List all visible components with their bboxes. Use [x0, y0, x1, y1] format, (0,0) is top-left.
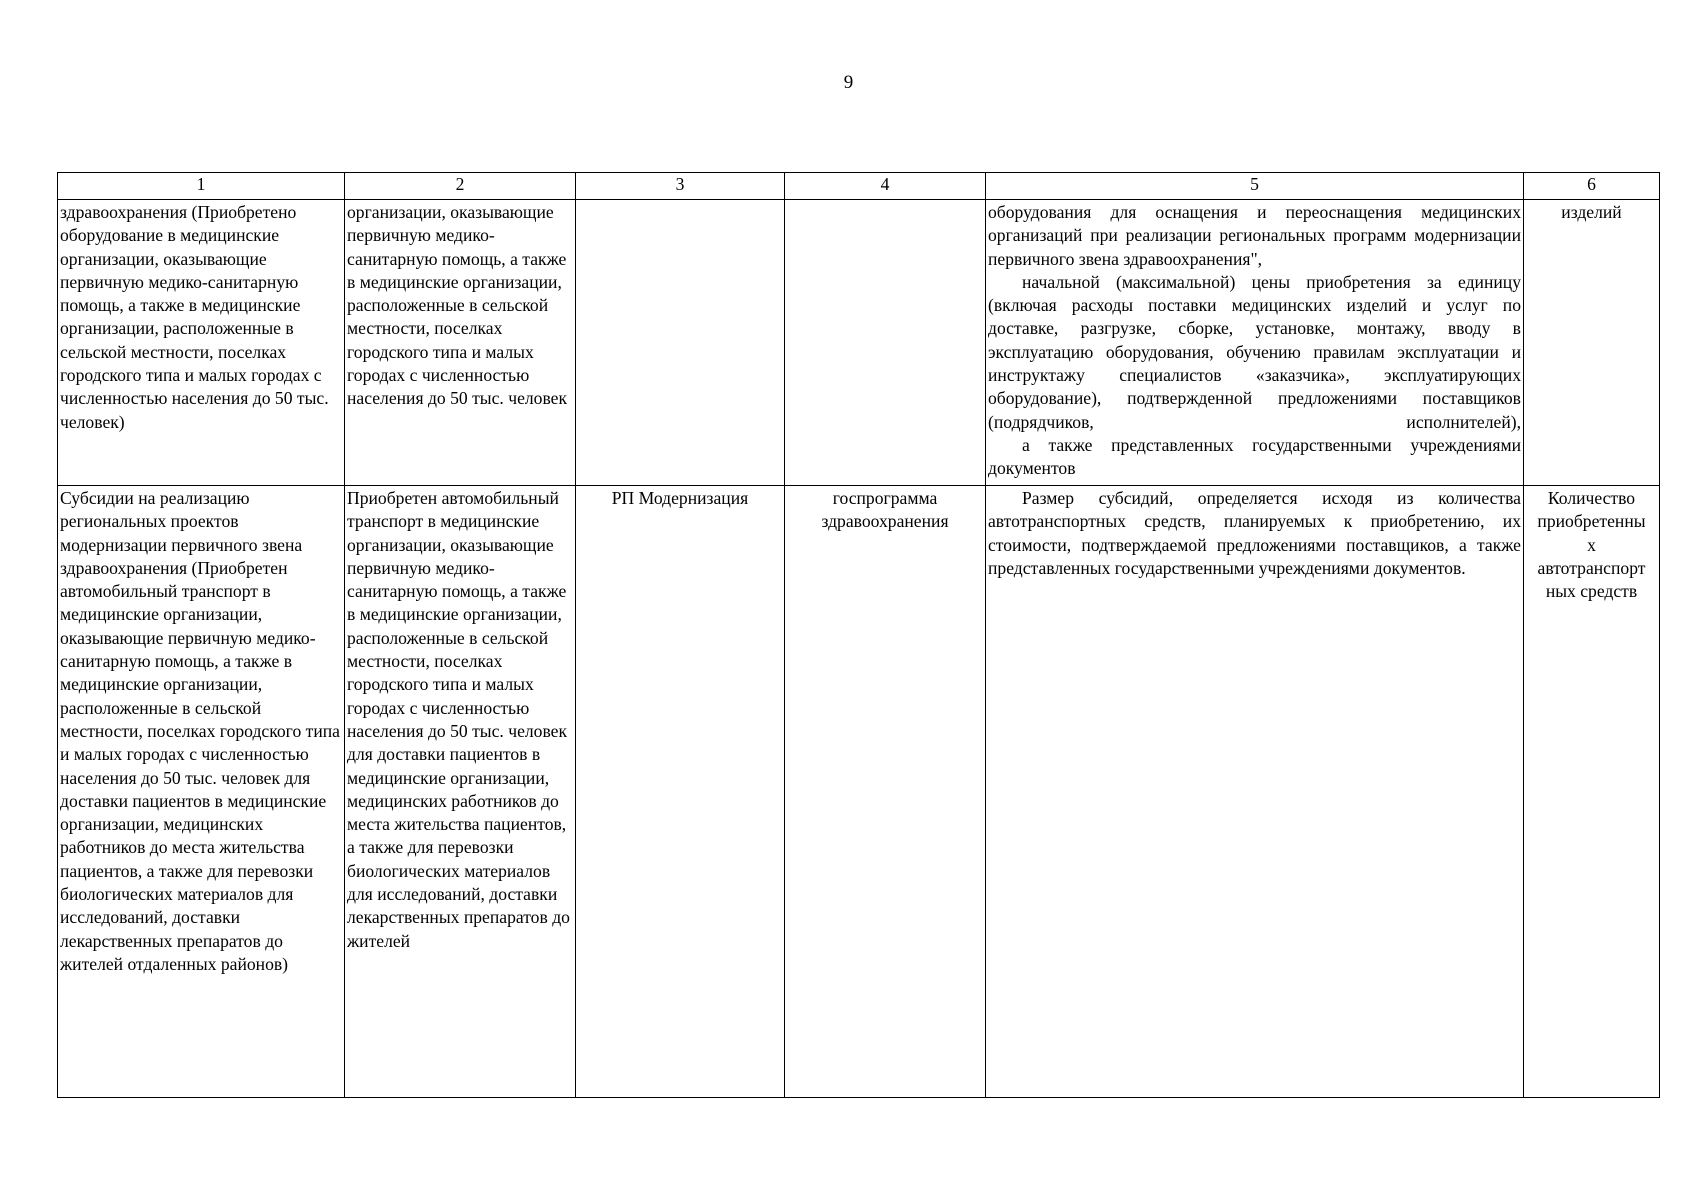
header-cell-6: 6 — [1524, 173, 1660, 200]
row2-col6-line-4: автотранспорт — [1537, 557, 1646, 578]
row1-col3-cell — [576, 200, 785, 486]
row1-col6-cell: изделий — [1524, 200, 1660, 486]
row1-col5-paragraph-1: оборудования для оснащения и переоснащения медицинских организаций при реализации региональных программ модернизации первичного звена здравоохранения", — [988, 202, 1521, 269]
row2-col6-cell — [1524, 486, 1660, 1098]
header-cell-2: 2 — [345, 173, 576, 200]
data-table — [57, 172, 1660, 1098]
table-row — [58, 200, 1660, 486]
table-row — [58, 486, 1660, 1098]
row2-col5-paragraph: Размер субсидий, определяется исходя из количества автотранспортных средств, планируемых к приобретению, их стоимости, подтверждаемой предложениями поставщиков, а также представленных государственными учреждениями документов. — [988, 488, 1521, 578]
row1-col5-paragraph-2: начальной (максимальной) цены приобретения за единицу (включая расходы поставки медицинских изделий и услуг по доставке, разгрузке, сборке, установке, монтажу, вводу в эксплуатацию оборудования, обучению правилам эксплуатации и инструктажу специалистов «заказчика», эксплуатирующих оборудование), подтвержденной предложениями поставщиков (подрядчиков, исполнителей), — [988, 271, 1521, 432]
page-number: 9 — [843, 72, 854, 93]
row2-col3-cell: РП Модернизация — [576, 486, 785, 1098]
row1-col4-cell — [785, 200, 986, 486]
row2-col6-line-5: ных средств — [1545, 581, 1638, 602]
row1-col1-cell: здравоохранения (Приобретено оборудование в медицинские организации, оказывающие первичную медико-санитарную помощь, а также в медицинские организации, расположенные в сельской местности, поселках городского типа и малых городах с численностью населения до 50 тыс. человек) — [58, 200, 345, 486]
row2-col1-cell: Субсидии на реализацию региональных проектов модернизации первичного звена здравоохранения (Приобретен автомобильный транспорт в медицинские организации, оказывающие первичную медико-санитарную помощь, а также в медицинские организации, расположенные в сельской местности, поселках городского типа и малых городах с численностью населения до 50 тыс. человек для доставки пациентов в медицинские организации, медицинских работников до места жительства пациентов, а также для перевозки биологических материалов для исследований, доставки лекарственных препаратов до жителей отдаленных районов) — [58, 486, 345, 1098]
header-cell-5: 5 — [986, 173, 1524, 200]
header-cell-3: 3 — [576, 173, 785, 200]
table-header-row — [58, 173, 1660, 200]
header-cell-4: 4 — [785, 173, 986, 200]
header-cell-1: 1 — [58, 173, 345, 200]
row1-col5-cell — [986, 200, 1524, 486]
row1-col5-paragraph-3: а также представленных государственными учреждениями документов — [988, 434, 1521, 479]
row2-col5-cell — [986, 486, 1524, 1098]
row2-col2-cell: Приобретен автомобильный транспорт в медицинские организации, оказывающие первичную медико-санитарную помощь, а также в медицинские организации, расположенные в сельской местности, поселках городского типа и малых городах с численностью населения до 50 тыс. человек для доставки пациентов в медицинские организации, медицинских работников до места жительства пациентов, а также для перевозки биологических материалов для исследований, доставки лекарственных препаратов до жителей — [345, 486, 576, 1098]
row2-col6-line-1: Количество — [1547, 488, 1636, 508]
row2-col6-line-2: приобретенны — [1537, 511, 1646, 532]
row2-col6-line-3: х — [1587, 534, 1596, 555]
row1-col2-cell: организации, оказывающие первичную медико-санитарную помощь, а также в медицинские организации, расположенные в сельской местности, поселках городского типа и малых городах с численностью населения до 50 тыс. человек — [345, 200, 576, 486]
row2-col4-cell: госпрограмма здравоохранения — [785, 486, 986, 1098]
